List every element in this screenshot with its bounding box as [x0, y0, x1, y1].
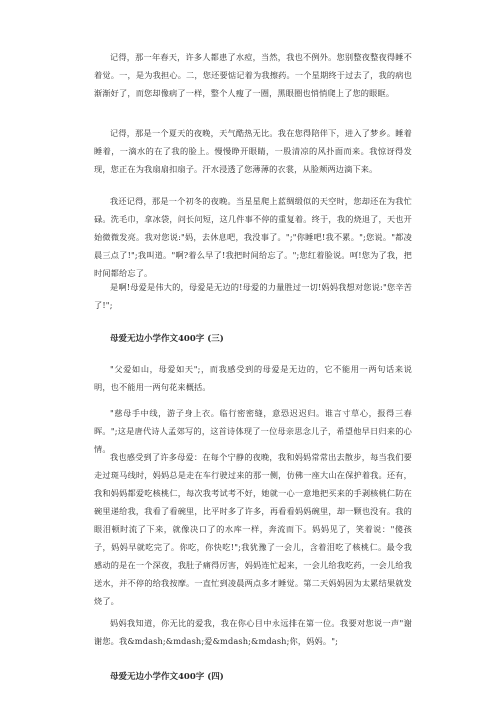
- paragraph-walnut-story: 我也感受到了许多母爱：在每个宁静的夜晚，我和妈妈常常出去散步，每当我们要走过斑马线时，妈妈总是走在车行驶过来的那一侧，仿佛一座大山在保护着我。还有，我和妈妈都爱吃核桃仁，每次我考试考不好，她就一心一意地把买来的手剥核桃仁防在碗里递给我，我看了看碗里，比平时多了许多，再看看妈妈碗里，却一颗也没有。我的眼泪顿时流了下来，就像决口了的水库一样，奔流而下。妈妈见了，笑着说："傻孩子，妈妈早就吃完了。你吃，你快吃!";我犹豫了一会儿，含着泪吃了核桃仁。最令我感动的是在一个深夜，我肚子痛得厉害，妈妈连忙起来，一会儿给我吃药，一会儿给我送水，并不停的给我按摩。一直忙到凌晨两点多才睡觉。第二天妈妈因为太累结果就发烧了。: [94, 452, 412, 606]
- essay-title-four: 母爱无边小学作文400字 (四): [110, 672, 224, 682]
- paragraph-spring-chickenpox: 记得，那一年春天，许多人都患了水痘，当然，我也不例外。您别整夜整夜得睡不着觉。一，是为我担心。二，您还要惦记着为我擦药。一个星期终于过去了，我的病也渐渐好了，而您却像病了一样，整个人瘦了一圈，黑眼圈也悄悄爬上了您的眼眶。: [94, 52, 412, 98]
- paragraph-mother-love-great: 是啊!母爱是伟大的，母爱是无边的!母爱的力量胜过一切!妈妈我想对您说:"您辛苦了!";: [94, 282, 412, 310]
- paragraph-summer-night: 记得，那是一个夏天的夜晚，天气酷热无比。我在您得陪伴下，进入了梦乡。睡着睡着，一滴水的在了我的脸上。慢慢睁开眼睛，一股清凉的风扑面而来。我惊讶得发现，您正在为我扇扇扣扇子。汗水浸透了您薄薄的衣裳，从脸颊两边滴下来。: [94, 128, 412, 174]
- paragraph-father-mountain: "父爱如山，母爱如天";，而我感受到的母爱是无边的，它不能用一两句话来说明，也不能用一两句花来概括。: [94, 364, 412, 392]
- paragraph-thank-you-mom: 妈妈我知道，你无比的爱我，我在你心目中永远排在第一位。我要对您说一声"谢谢您。我&mdash;&mdash;爱&mdash;&mdash;你，妈妈。";: [94, 618, 412, 646]
- essay-title-three: 母爱无边小学作文400字 (三): [110, 334, 224, 344]
- paragraph-poem-quote: "慈母手中线，游子身上衣。临行密密缝，意恐迟迟归。谁言寸草心，报得三春晖。";这是唐代诗人孟郊写的，这首诗体现了一位母亲思念儿子，希望他早日归来的心情。: [94, 408, 412, 454]
- paragraph-winter-fever: 我还记得，那是一个初冬的夜晚。当星星爬上蓝绸缎似的天空时，您却还在为我忙碌。洗毛巾，拿冰袋，问长问短，这几件事不停的重复着。终于，我的烧退了，天也开始微微发亮。我对您说:"妈，去休息吧，我没事了。";"你睡吧!我不累。";您说。"都凌晨三点了!";我叫道。"啊?着么早了!我把时间给忘了。";您红着脸说。呵!您为了我，把时间都给忘了。: [94, 196, 412, 278]
